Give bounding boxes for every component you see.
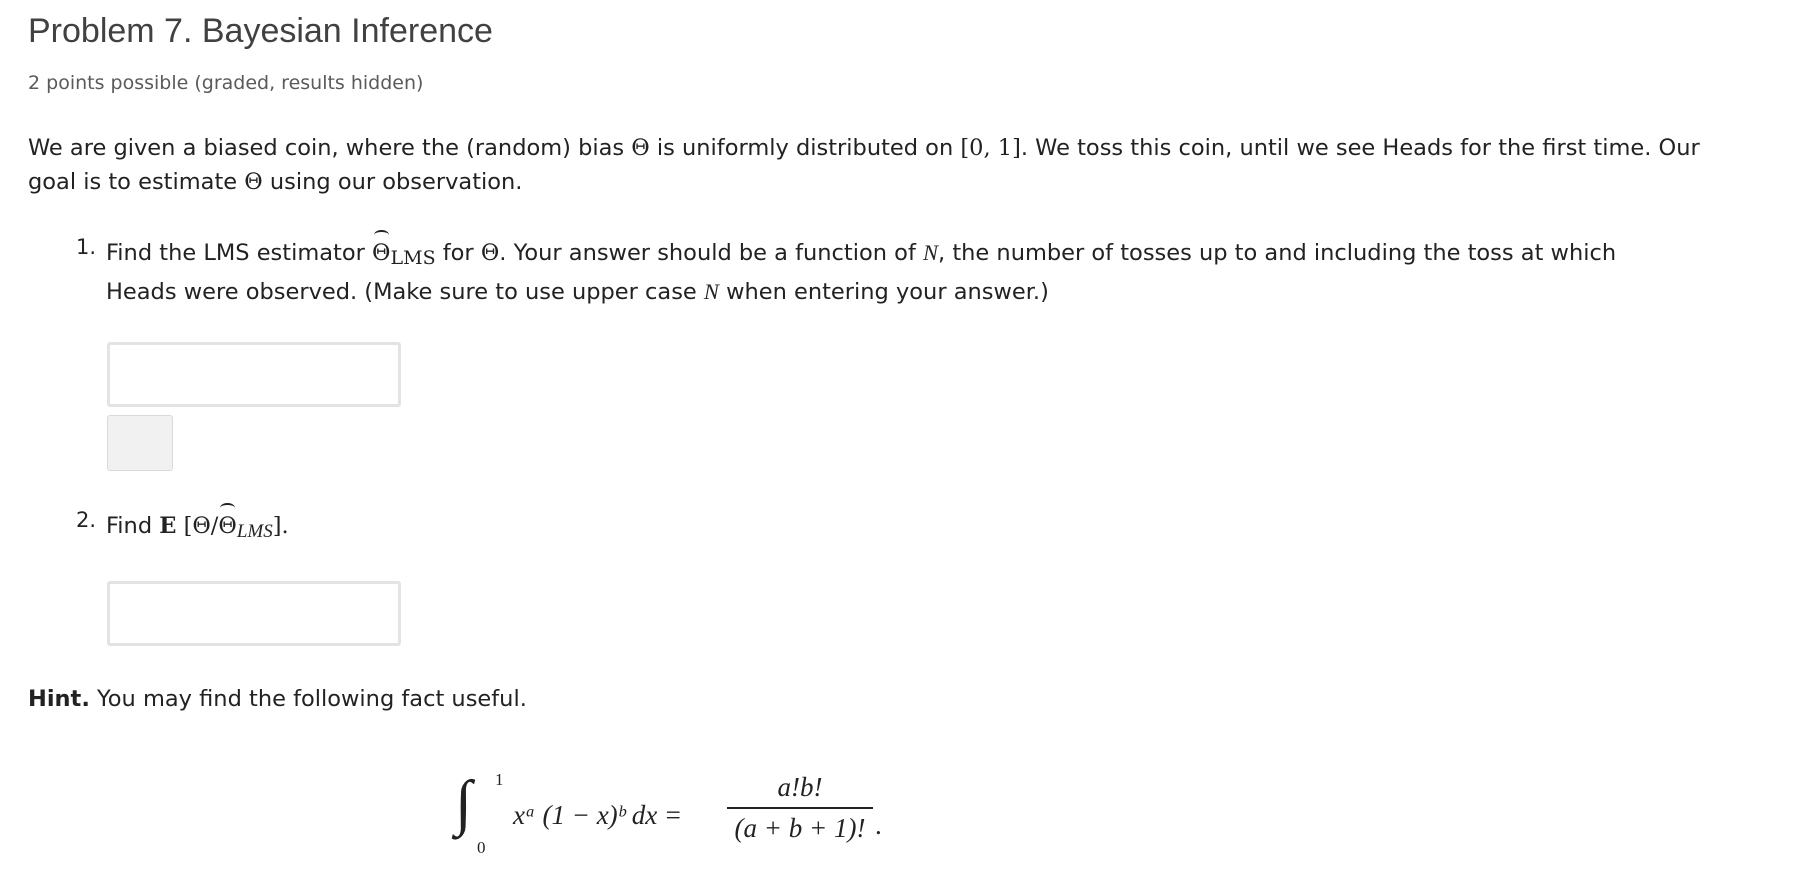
lms-subscript: LMS [236, 521, 273, 542]
theta-symbol: Θ [480, 240, 500, 266]
theta-symbol: Θ [631, 135, 650, 161]
question-text [106, 236, 1666, 309]
upper-limit: 1 [495, 770, 504, 789]
hint-text: You may find the following fact useful. [89, 686, 527, 712]
intro-text-4: using our observation. [262, 169, 523, 195]
page-title: Problem 7. Bayesian Inference [28, 12, 493, 50]
expression-close: ]. [272, 513, 289, 539]
intro-text-2: is uniformly distributed on [649, 135, 961, 161]
hint-label: Hint. [28, 686, 90, 712]
denominator: (a + b + 1)! [734, 813, 866, 843]
variable-n: N [923, 240, 939, 265]
question-1 [78, 236, 1666, 309]
interval: [0, 1] [960, 135, 1021, 161]
question-2 [78, 509, 1666, 549]
question-text-part: Find the LMS estimator [106, 240, 373, 266]
answer-input-1[interactable] [107, 342, 401, 407]
points-info: 2 points possible (graded, results hidden) [28, 72, 424, 94]
theta-symbol: Θ [244, 169, 263, 195]
question-number: 2. [76, 508, 97, 532]
integrand: xᵃ (1 − x)ᵇ dx = [513, 800, 683, 830]
intro-text-3: . We toss this coin, until we see Heads for the first time. Our goal is to estimate [28, 135, 1700, 195]
question-text-part: for [435, 240, 481, 266]
expectation-symbol: E [159, 513, 177, 539]
question-text-part: . Your answer should be a function of [499, 240, 924, 266]
hint [28, 686, 527, 712]
question-text-part: , the number of tosses up to and including the toss at which Heads were observed. (Make sure to use upper case [106, 240, 1617, 305]
integral-formula [455, 769, 905, 872]
lms-subscript: LMS [390, 247, 436, 269]
question-number: 1. [76, 235, 97, 259]
expression-open: [Θ/ [176, 513, 219, 539]
fraction [725, 772, 875, 844]
intro-text-1: We are given a biased coin, where the (random) bias [28, 135, 632, 161]
question-text [106, 509, 1666, 549]
problem-intro [28, 131, 1728, 199]
numerator: a!b! [777, 772, 823, 802]
trailing-period: . [875, 810, 882, 840]
lower-limit: 0 [477, 838, 486, 857]
question-text-part: when entering your answer.) [718, 279, 1049, 305]
integral-sign: ∫ [455, 769, 472, 837]
answer-input-2[interactable] [107, 581, 401, 646]
theta-hat-symbol: Θ [372, 236, 390, 270]
question-text-part: Find [106, 513, 160, 539]
formula-preview-box [107, 415, 173, 471]
variable-n: N [703, 279, 719, 304]
theta-hat-symbol: Θ [218, 509, 236, 543]
